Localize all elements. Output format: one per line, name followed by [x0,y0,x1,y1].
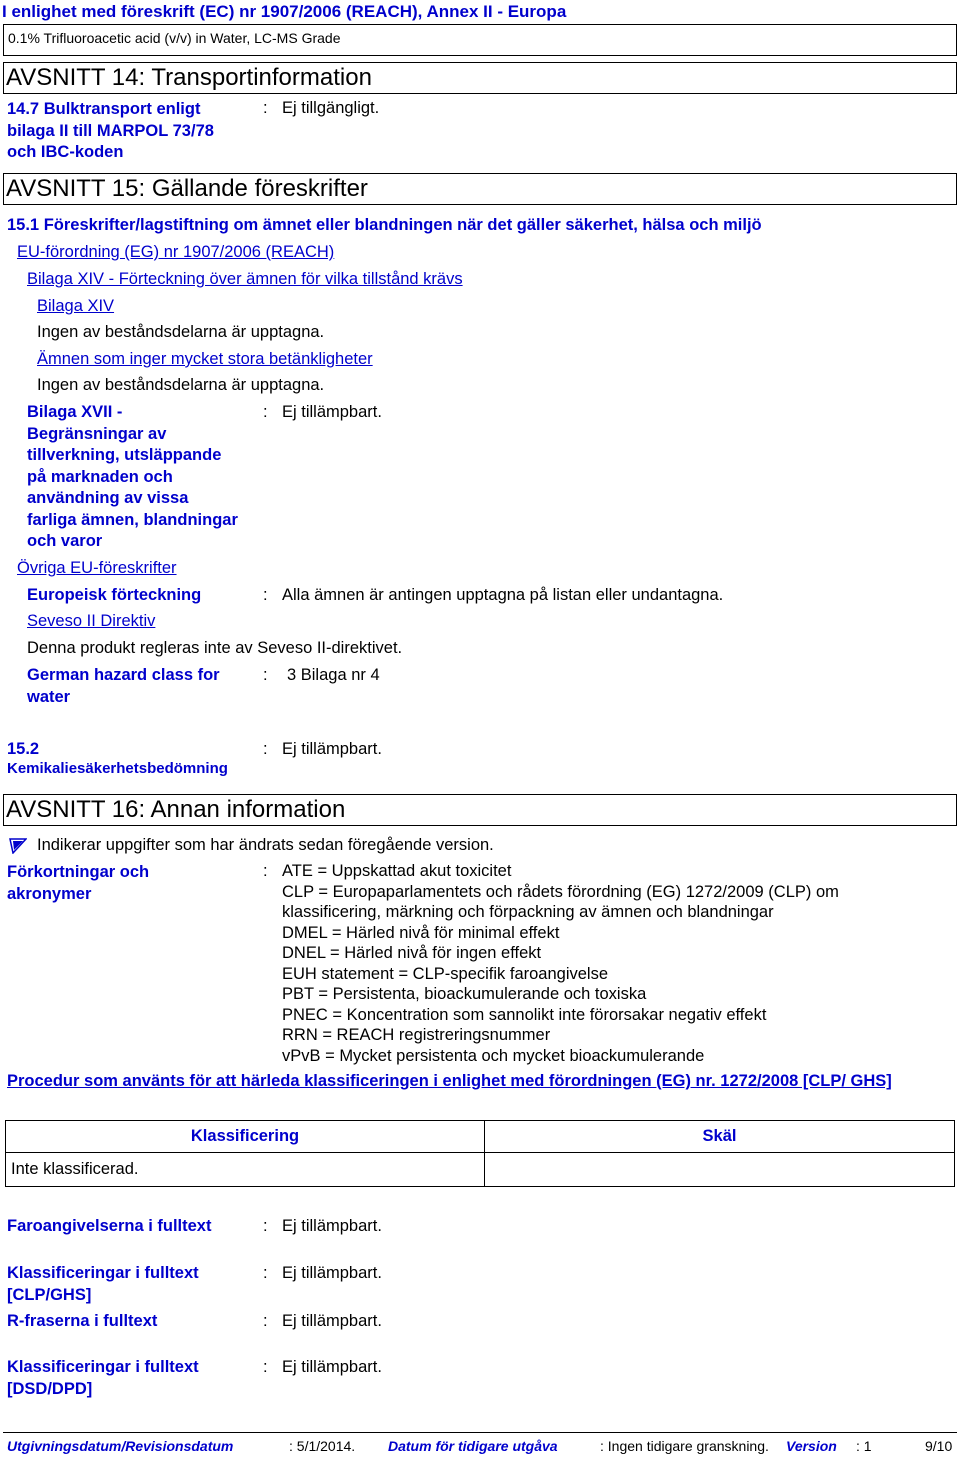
subsection-15-1: 15.1 Föreskrifter/lagstiftning om ämnet eller blandningen när det gäller säkerhet, hälsa och miljö [7,216,762,234]
procedure-link[interactable]: Procedur som använts för att härleda klassificeringen i enlighet med förordningen (EG) nr. 1272/2008 [CLP/ GHS] [7,1072,892,1090]
table-header: Klassificering [6,1121,485,1153]
subsection-15-2-value: Ej tillämpbart. [282,740,382,758]
annex-xvii-label: Bilaga XVII - Begränsningar av tillverkning, utsläppande på marknaden och användning av vissa farliga ämnen, blandningar och varor [27,403,238,550]
change-marker-icon [9,838,27,859]
whc-label: German hazard class for water [27,666,220,706]
table-cell [485,1153,955,1187]
list-item: CLP = Europaparlamentets och rådets förordning (EG) 1272/2009 (CLP) om klassificering, märkning och förpackning av ämnen och blandningar [282,882,839,921]
svhc-text: Ingen av beståndsdelarna är upptagna. [37,376,325,394]
classifications-clp-label: Klassificeringar i fulltext [CLP/GHS] [7,1264,199,1304]
european-inventory-value: Alla ämnen är antingen upptagna på listan eller undantagna. [282,586,724,604]
table-cell: Inte klassificerad. [6,1153,485,1187]
other-eu-link[interactable]: Övriga EU-föreskrifter [17,559,177,577]
annex-xvii-value: Ej tillämpbart. [282,403,382,421]
colon: : [263,403,268,421]
hazard-statements-label: Faroangivelserna i fulltext [7,1217,212,1235]
classifications-clp-value: Ej tillämpbart. [282,1264,382,1282]
r-phrases-label: R-fraserna i fulltext [7,1312,158,1330]
issue-date-value: : 5/1/2014. [289,1438,356,1454]
abbreviations-label: Förkortningar och akronymer [7,863,150,903]
hazard-statements-value: Ej tillämpbart. [282,1217,382,1235]
document-title: I enlighet med föreskrift (EC) nr 1907/2006 (REACH), Annex II - Europa [2,2,567,21]
previous-date-label: Datum för tidigare utgåva [388,1438,558,1454]
footer [3,1432,957,1457]
list-item: EUH statement = CLP-specifik faroangivelse [282,964,609,983]
table-header-row [6,1121,955,1153]
subsection-15-2-label: Kemikaliesäkerhetsbedömning [7,760,228,777]
colon: : [263,586,268,604]
version-value: : 1 [856,1438,872,1454]
classifications-dsd-value: Ej tillämpbart. [282,1358,382,1376]
section-15-heading: AVSNITT 15: Gällande föreskrifter [3,173,957,205]
eu-regulation-link[interactable]: EU-förordning (EG) nr 1907/2006 (REACH) [17,243,335,261]
table-header: Skäl [485,1121,955,1153]
table-row [6,1153,955,1187]
classifications-dsd-label: Klassificeringar i fulltext [DSD/DPD] [7,1358,199,1398]
list-item: ATE = Uppskattad akut toxicitet [282,862,512,880]
issue-date-label: Utgivningsdatum/Revisionsdatum [7,1438,234,1454]
colon: : [263,740,268,758]
colon: : [263,1264,268,1282]
svhc-link[interactable]: Ämnen som inger mycket stora betänkligheter [37,350,373,368]
colon: : [263,1312,268,1330]
colon: : [263,99,268,117]
annex-xiv-title-link[interactable]: Bilaga XIV - Förteckning över ämnen för vilka tillstånd krävs [27,270,463,288]
abbreviations-list [282,861,922,1066]
annex-xiv-link[interactable]: Bilaga XIV [37,297,115,315]
bulk-transport-value: Ej tillgängligt. [282,99,380,117]
list-item: DMEL = Härled nivå för minimal effekt [282,923,560,942]
classification-table [5,1120,955,1187]
change-note: Indikerar uppgifter som har ändrats sedan föregående version. [37,836,494,854]
seveso-text: Denna produkt regleras inte av Seveso II-direktivet. [27,639,403,657]
colon: : [263,1358,268,1376]
list-item: PBT = Persistenta, bioackumulerande och toxiska [282,985,647,1003]
colon: : [263,1217,268,1235]
product-name-box [3,24,957,56]
subsection-15-2-number: 15.2 [7,740,40,758]
whc-value: 3 Bilaga nr 4 [287,666,380,684]
version-label: Version [786,1438,837,1454]
list-item: vPvB = Mycket persistenta och mycket bioackumulerande [282,1046,705,1065]
european-inventory-label: Europeisk förteckning [27,586,202,604]
page-number: 9/10 [925,1438,953,1454]
previous-date-value: : Ingen tidigare granskning. [600,1438,769,1454]
section-14-heading: AVSNITT 14: Transportinformation [3,62,957,94]
seveso-link[interactable]: Seveso II Direktiv [27,612,156,630]
list-item: DNEL = Härled nivå för ingen effekt [282,944,542,962]
bulk-transport-label: 14.7 Bulktransport enligt bilaga II till MARPOL 73/78 och IBC-koden [7,100,214,161]
r-phrases-value: Ej tillämpbart. [282,1312,382,1330]
list-item: RRN = REACH registreringsnummer [282,1026,551,1044]
colon: : [263,862,268,880]
annex-xiv-text: Ingen av beståndsdelarna är upptagna. [37,323,325,341]
section-16-heading: AVSNITT 16: Annan information [3,794,957,826]
list-item: PNEC = Koncentration som sannolikt inte förorsakar negativ effekt [282,1005,767,1024]
product-name: 0.1% Trifluoroacetic acid (v/v) in Water, LC-MS Grade [8,30,341,46]
colon: : [263,666,268,684]
